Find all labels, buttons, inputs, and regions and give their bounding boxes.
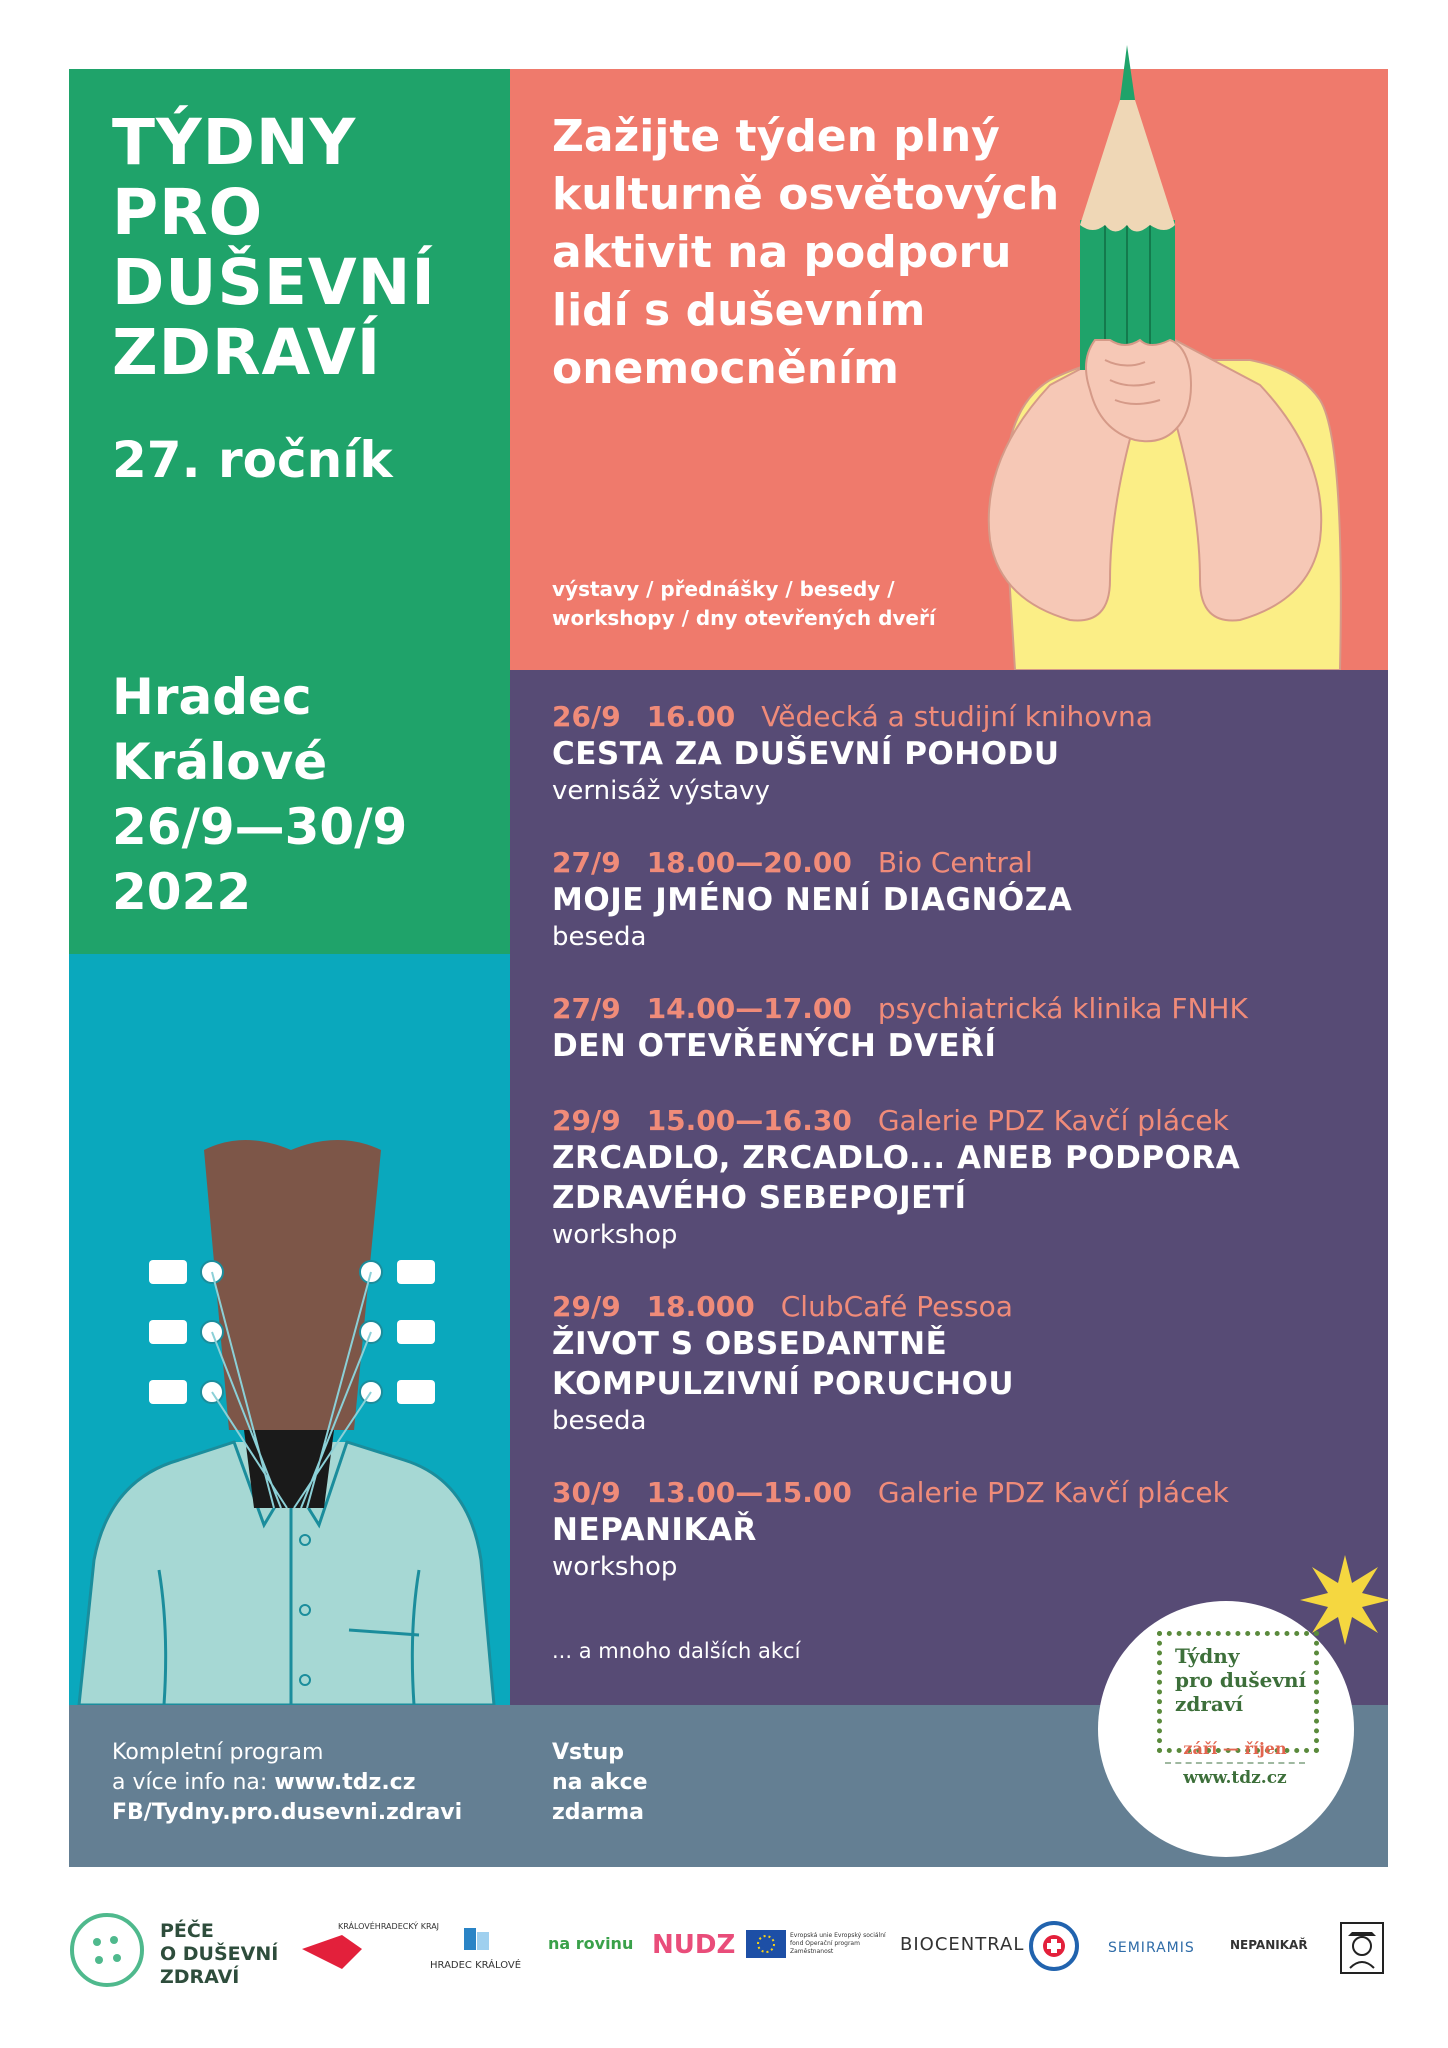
event-time: 18.000 [646, 1290, 755, 1323]
poster-title [112, 108, 502, 388]
title-line: TÝDNY [112, 106, 357, 179]
event-time: 15.00—16.30 [646, 1104, 852, 1137]
activity-types [552, 575, 936, 633]
eu-logo-text: Evropská unie Evropský sociální fond Operační program Zaměstnanost [790, 1932, 886, 1955]
event-type: workshop [552, 1552, 678, 1582]
event-date: 29/9 [552, 1104, 621, 1137]
city-dates [112, 665, 407, 925]
event-date: 27/9 [552, 846, 621, 879]
event-place: Galerie PDZ Kavčí plácek [877, 1104, 1229, 1137]
event-place: ClubCafé Pessoa [780, 1290, 1013, 1323]
city-line: Králové [112, 733, 328, 791]
event-item [552, 992, 1372, 1066]
guitar-person-illustration [69, 1130, 510, 1705]
pece-line: O DUŠEVNÍ [160, 1943, 279, 1965]
semmelweis-logo-icon [1028, 1920, 1080, 1972]
event-date: 30/9 [552, 1476, 621, 1509]
pece-line: PÉČE [160, 1920, 214, 1942]
event-title-line: DEN OTEVŘENÝCH DVEŘÍ [552, 1028, 997, 1064]
event-title-line: ZDRAVÉHO SEBEPOJETÍ [552, 1180, 967, 1216]
title-line: ZDRAVÍ [112, 316, 382, 389]
event-item [552, 700, 1372, 808]
more-events-note: ... a mnoho dalších akcí [552, 1639, 801, 1663]
badge-months: září — říjen [1183, 1739, 1287, 1758]
badge-title-line: zdraví [1175, 1692, 1244, 1716]
info-line [112, 1768, 462, 1798]
pece-logo-icon [69, 1912, 145, 1988]
event-type: beseda [552, 1406, 647, 1436]
kraj-logo-icon [302, 1935, 362, 1969]
badge-title-line: pro duševní [1175, 1668, 1307, 1692]
eu-flag-icon [746, 1930, 786, 1958]
badge-url: www.tdz.cz [1183, 1768, 1287, 1788]
event-type: vernisáž výstavy [552, 776, 770, 806]
pece-logo-text [160, 1920, 278, 1989]
semiramis-logo: SEMIRAMIS [1108, 1940, 1195, 1956]
program-info [112, 1738, 462, 1828]
edition-label: 27. ročník [112, 431, 393, 489]
event-time: 16.00 [646, 700, 736, 733]
event-time: 18.00—20.00 [646, 846, 852, 879]
kraj-logo-text: KRÁLOVÉHRADECKÝ KRAJ [338, 1922, 440, 1931]
pencil-person-illustration [960, 40, 1380, 670]
narovinu-logo: na rovinu [548, 1934, 634, 1953]
pece-line: ZDRAVÍ [160, 1966, 240, 1988]
year: 2022 [112, 863, 252, 921]
pessoa-logo-icon [1340, 1922, 1384, 1974]
intro-line: Zažijte týden plný [552, 111, 1000, 162]
event-title [552, 880, 1372, 920]
event-place: Bio Central [877, 846, 1033, 879]
event-title-line: MOJE JMÉNO NENÍ DIAGNÓZA [552, 882, 1073, 918]
types-line: workshopy / dny otevřených dveří [552, 606, 936, 630]
event-title [552, 1026, 1372, 1066]
event-title-line: ZRCADLO, ZRCADLO... ANEB PODPORA [552, 1140, 1241, 1176]
intro-line: kulturně osvětových [552, 169, 1060, 220]
event-date: 29/9 [552, 1290, 621, 1323]
info-line: Kompletní program [112, 1740, 324, 1765]
date-range: 26/9—30/9 [112, 798, 408, 856]
title-line: PRO [112, 176, 264, 249]
event-time: 13.00—15.00 [646, 1476, 852, 1509]
badge-title-line: Týdny [1175, 1644, 1240, 1668]
event-type: beseda [552, 922, 647, 952]
hk-logo-icon [460, 1922, 494, 1956]
facebook-link[interactable]: FB/Tydny.pro.dusevni.zdravi [112, 1800, 463, 1825]
intro-line: lidí s duševním [552, 285, 926, 336]
event-date: 26/9 [552, 700, 621, 733]
event-place: Galerie PDZ Kavčí plácek [877, 1476, 1229, 1509]
event-item [552, 1104, 1372, 1252]
event-item [552, 846, 1372, 954]
event-time: 14.00—17.00 [646, 992, 852, 1025]
event-place: psychiatrická klinika FNHK [877, 992, 1248, 1025]
event-title [552, 1324, 1372, 1404]
biocentral-logo: BIOCENTRAL [900, 1934, 1025, 1955]
event-title-line: NEPANIKAŘ [552, 1512, 757, 1548]
event-place: Vědecká a studijní knihovna [761, 700, 1153, 733]
title-line: DUŠEVNÍ [112, 246, 436, 319]
event-title [552, 734, 1372, 774]
free-entry [552, 1738, 648, 1828]
badge-title [1175, 1644, 1306, 1716]
event-item [552, 1290, 1372, 1438]
info-prefix: a více info na: [112, 1770, 275, 1795]
event-title [552, 1138, 1372, 1218]
hk-logo-text: HRADEC KRÁLOVÉ [430, 1960, 522, 1971]
badge-divider [1165, 1762, 1305, 1764]
free-line: na akce [552, 1770, 648, 1795]
free-line: Vstup [552, 1740, 625, 1765]
event-title-line: KOMPULZIVNÍ PORUCHOU [552, 1366, 1015, 1402]
event-type: workshop [552, 1220, 678, 1250]
event-title-line: CESTA ZA DUŠEVNÍ POHODU [552, 736, 1060, 772]
event-title-line: ŽIVOT S OBSEDANTNĚ [552, 1326, 948, 1362]
intro-line: aktivit na podporu [552, 227, 1012, 278]
intro-line: onemocněním [552, 343, 899, 394]
city-line: Hradec [112, 668, 312, 726]
free-line: zdarma [552, 1800, 645, 1825]
website-link[interactable]: www.tdz.cz [274, 1770, 416, 1795]
event-title [552, 1510, 1372, 1550]
nudz-logo: NUDZ [652, 1930, 736, 1960]
nepanikar-logo: NEPANIKAŘ [1230, 1938, 1308, 1952]
event-item [552, 1476, 1372, 1584]
types-line: výstavy / přednášky / besedy / [552, 577, 895, 601]
event-date: 27/9 [552, 992, 621, 1025]
